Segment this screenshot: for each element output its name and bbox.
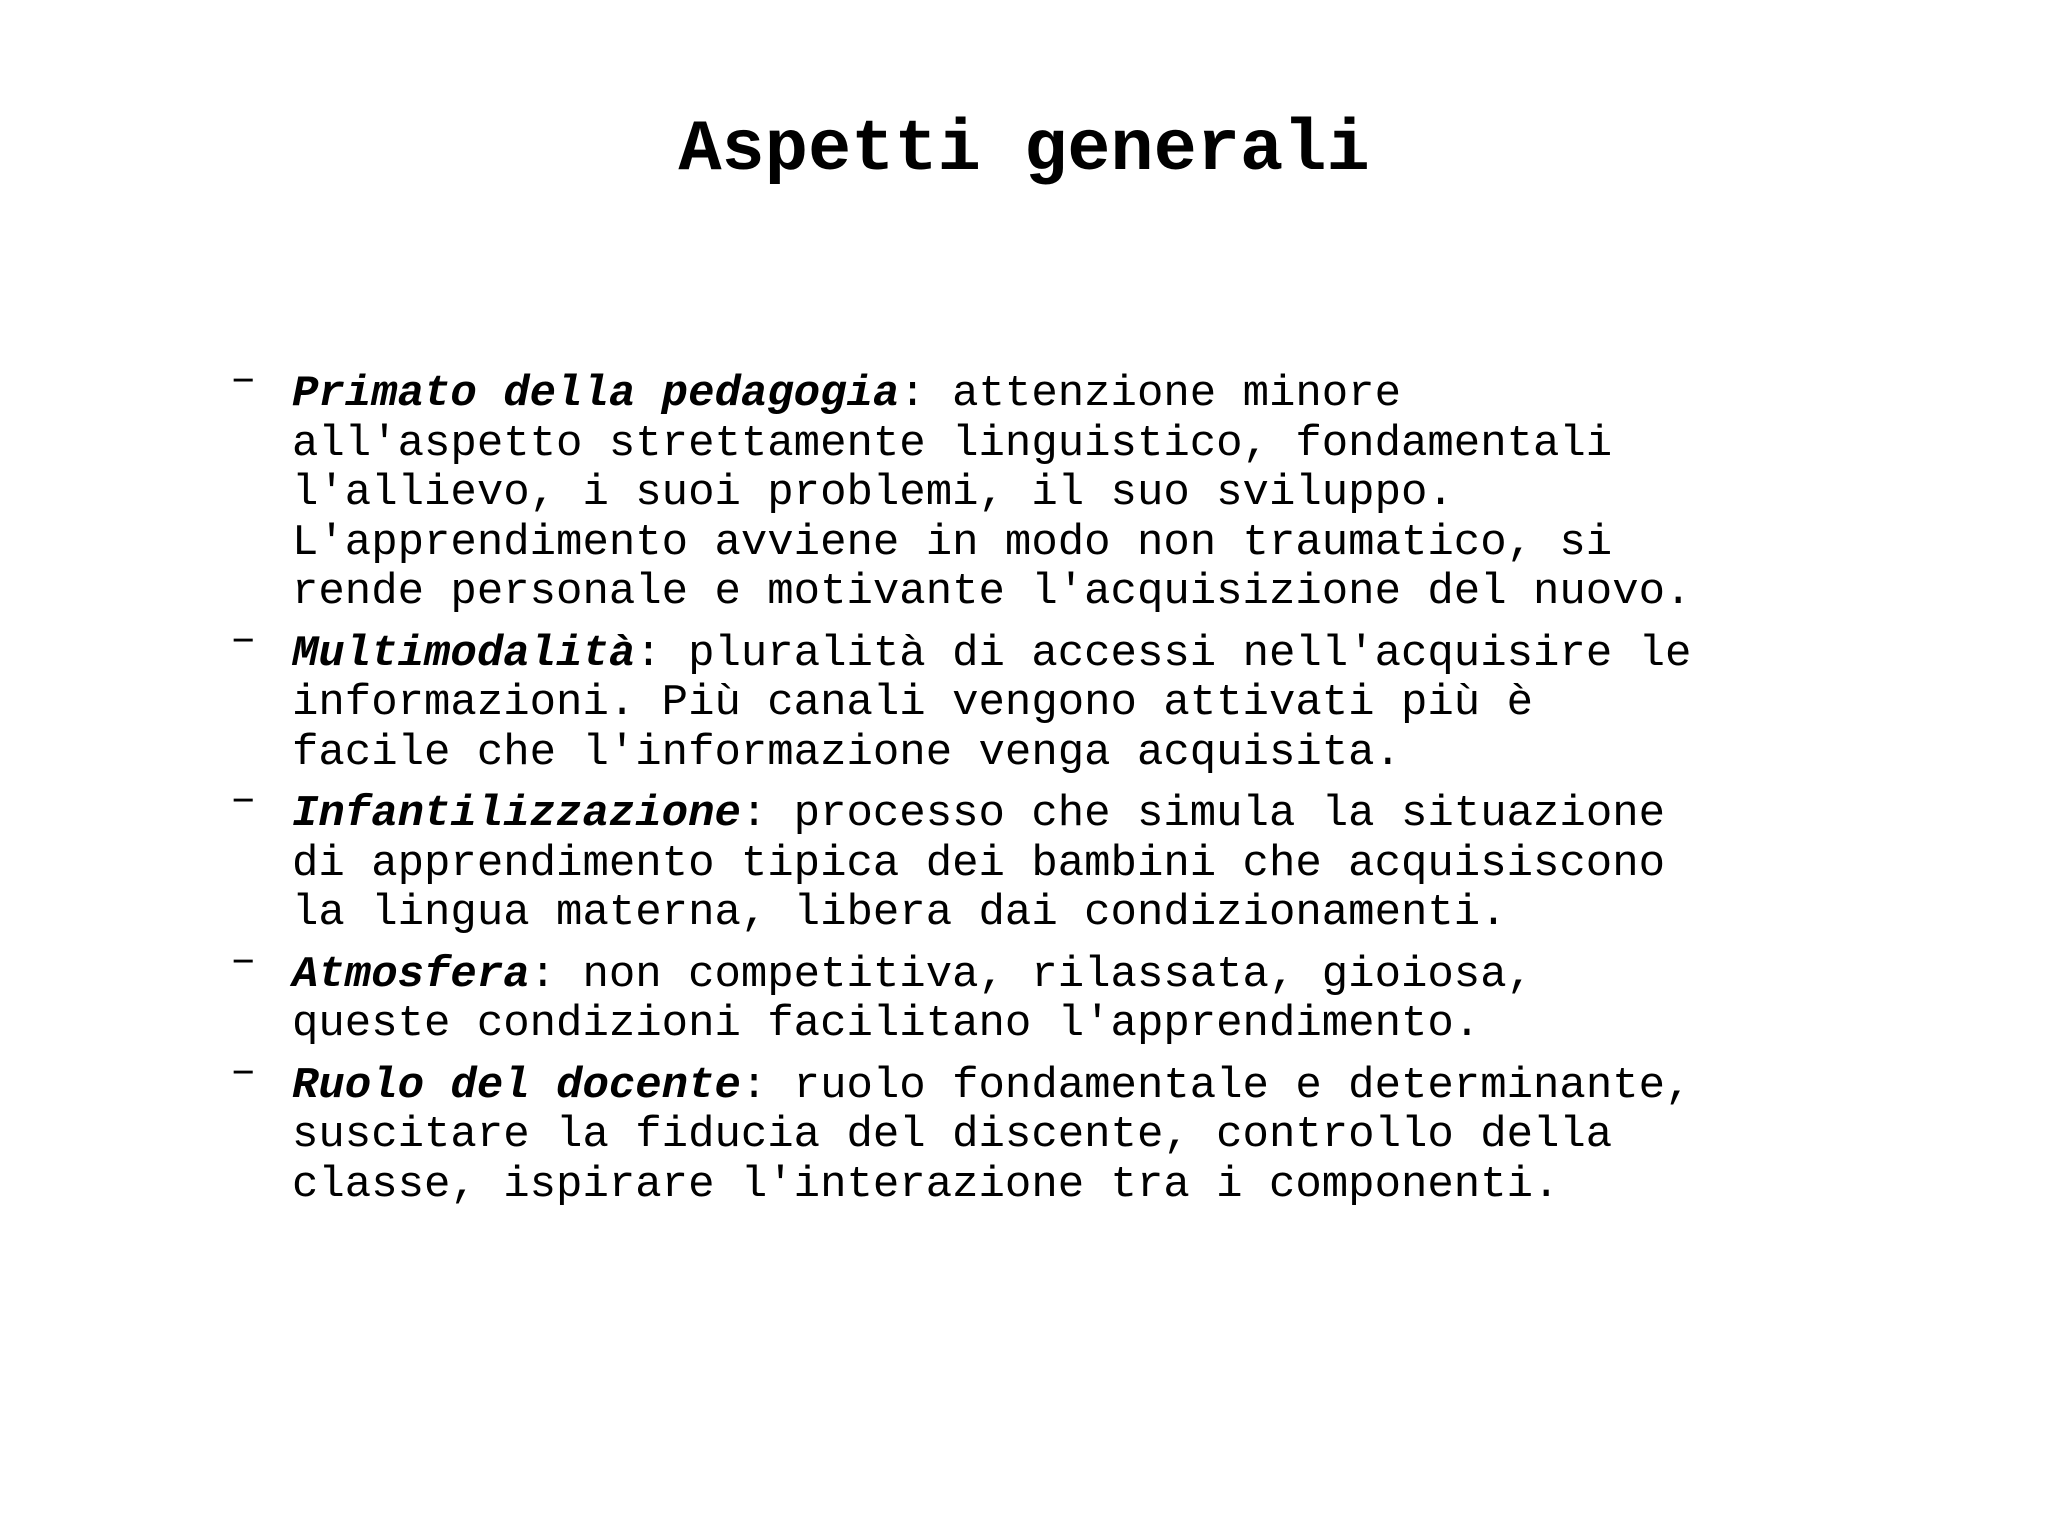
bullet-dash-icon: – (230, 1046, 257, 1097)
bullet-term: Atmosfera (292, 949, 530, 1000)
bullet-item-primato (226, 355, 1986, 618)
bullet-text-line: di apprendimento tipica dei bambini che acquisiscono (292, 838, 1666, 889)
bullet-dash-icon: – (230, 355, 257, 405)
bullet-dash-icon: – (230, 614, 257, 665)
bullet-dash-icon: – (230, 935, 257, 986)
bullet-first-line (292, 370, 1986, 420)
bullet-term: Primato della pedagogia (292, 369, 900, 419)
bullet-text-line: all'aspetto strettamente linguistico, fondamentali (292, 418, 1613, 469)
bullet-first-line (292, 630, 1986, 680)
bullet-text: : non competitiva, rilassata, gioiosa, (529, 949, 1534, 1000)
bullet-text-line: facile che l'informazione venga acquisita. (292, 727, 1401, 778)
bullet-text: : pluralità di accessi nell'acquisire le (635, 628, 1692, 679)
bullet-first-line (292, 951, 1986, 1001)
bullet-text: : ruolo fondamentale e determinante, (740, 1060, 1692, 1111)
bullet-text-line: l'allievo, i suoi problemi, il suo sviluppo. (292, 468, 1454, 518)
slide-title: Aspetti generali (678, 109, 1370, 191)
bullet-list (226, 355, 1986, 1222)
bullet-term: Multimodalità (292, 628, 636, 679)
bullet-text-line: classe, ispirare l'interazione tra i componenti. (292, 1159, 1560, 1210)
bullet-item-atmosfera (226, 935, 1986, 1050)
bullet-text-line: rende personale e motivante l'acquisizione del nuovo. (292, 567, 1692, 617)
bullet-text-line: la lingua materna, libera dai condizionamenti. (292, 888, 1507, 938)
bullet-text-line: suscitare la fiducia del discente, controllo della (292, 1110, 1613, 1160)
bullet-dash-icon: – (230, 775, 257, 825)
bullet-text: : attenzione minore (899, 369, 1401, 419)
bullet-item-multimodalita (226, 614, 1986, 779)
bullet-text: : processo che simula la situazione (740, 789, 1666, 839)
bullet-term: Ruolo del docente (292, 1060, 741, 1111)
bullet-first-line (292, 1062, 1986, 1112)
bullet-text-line: queste condizioni facilitano l'apprendimento. (292, 999, 1481, 1049)
bullet-text-line: informazioni. Più canali vengono attivati più è (292, 678, 1534, 728)
bullet-text-line: L'apprendimento avviene in modo non traumatico, si (292, 517, 1613, 568)
bullet-term: Infantilizzazione (292, 789, 741, 839)
bullet-item-infantilizzazione (226, 775, 1986, 939)
bullet-first-line (292, 790, 1986, 840)
bullet-item-ruolo-docente (226, 1046, 1986, 1211)
